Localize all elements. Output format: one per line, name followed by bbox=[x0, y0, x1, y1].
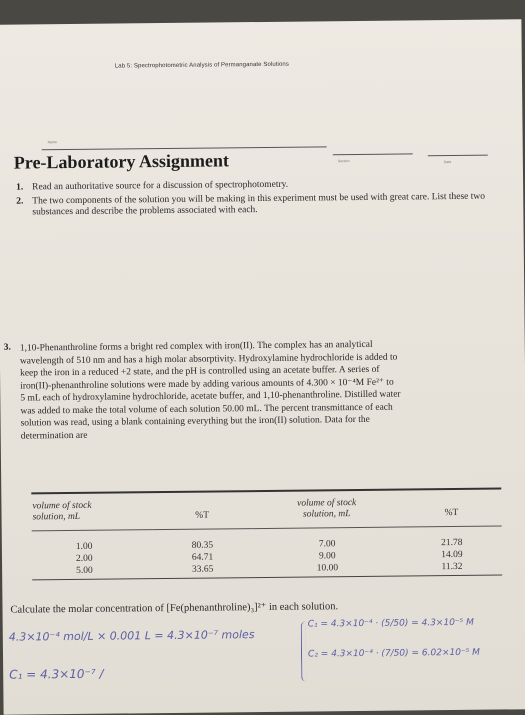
calculation-question: Calculate the molar concentration of [Fe(phenanthroline)₃]²⁺ in each solution. bbox=[10, 601, 339, 616]
question-3-line: 1,10-Phenanthroline forms a bright red complex with iron(II). The complex has an analytical bbox=[19, 339, 373, 354]
col-header: %T bbox=[195, 510, 210, 521]
table-cell: 11.32 bbox=[441, 561, 463, 573]
question-3-line: 5 mL each of hydroxylamine hydrochloride, acetate buffer, and 1,10-phenanthroline. Distilled water bbox=[20, 389, 401, 404]
handwritten-answer: C₁ = 4.3×10⁻⁷ / bbox=[9, 666, 104, 682]
table-cell: 9.00 bbox=[318, 551, 336, 562]
table-cell: 64.71 bbox=[191, 552, 214, 563]
table-cell: 80.35 bbox=[191, 540, 214, 551]
table-cell: 14.09 bbox=[441, 549, 463, 561]
question-3-line: wavelength of 510 nm and has a high molar absorptivity. Hydroxylamine hydrochloride is added to bbox=[19, 352, 398, 367]
table-cell: 21.78 bbox=[441, 537, 463, 549]
lab-title: Lab 5: Spectrophotometric Analysis of Permanganate Solutions bbox=[114, 61, 289, 70]
col-header bbox=[31, 499, 152, 524]
question-2-text: The two components of the solution you will be making in this experiment must be used with great care. List these two substances and describe the problems associated with each. bbox=[32, 191, 486, 218]
date-label: Date bbox=[443, 160, 452, 165]
table-cell: 7.00 bbox=[318, 539, 336, 550]
name-line bbox=[42, 146, 327, 150]
question-3-number: 3. bbox=[3, 342, 11, 353]
table-top-rule bbox=[31, 488, 501, 495]
name-label: Name bbox=[47, 140, 57, 145]
question-3-line: keep the iron in a reduced +2 state, and the pH is controlled using an acetate buffer. A series of bbox=[20, 364, 380, 379]
col-header-line: solution, mL bbox=[32, 511, 81, 523]
col-header: %T bbox=[444, 507, 459, 519]
col-header-line: solution, mL bbox=[302, 509, 351, 520]
handwritten-brace bbox=[301, 622, 307, 682]
table-cell: 2.00 bbox=[75, 553, 93, 564]
data-table bbox=[31, 496, 502, 578]
question-1-text: Read an authoritative source for a discussion of spectrophotometry. bbox=[32, 179, 289, 193]
section-label: Section bbox=[337, 159, 350, 164]
question-3-line: solution was read, using a blank containing everything but the iron(II) solution. Data for the bbox=[20, 414, 370, 429]
question-3-line: determination are bbox=[20, 430, 88, 442]
handwritten-answer: C₁ = 4.3×10⁻⁴ · (5/50) = 4.3×10⁻⁵ M bbox=[307, 617, 474, 630]
question-3-line: iron(II)-phenanthroline solutions were made by adding various amounts of 4.300 × 10⁻⁴M Fe²⁺ to bbox=[20, 377, 394, 392]
date-line bbox=[428, 155, 488, 157]
table-cell: 33.65 bbox=[191, 564, 214, 575]
section-line bbox=[333, 153, 413, 155]
table-cell: 1.00 bbox=[75, 541, 93, 552]
col-header-line: volume of stock bbox=[32, 500, 92, 512]
table-cell: 5.00 bbox=[76, 565, 93, 576]
question-3-text bbox=[20, 337, 525, 442]
col-header-line: volume of stock bbox=[297, 498, 357, 509]
table-cell: 10.00 bbox=[316, 563, 339, 574]
question-3-line: was added to make the total volume of each solution 50.00 mL. The percent transmittance of each bbox=[20, 402, 393, 417]
worksheet-page bbox=[0, 19, 525, 714]
question-2-number: 2. bbox=[16, 196, 24, 207]
handwritten-answer: 4.3×10⁻⁴ mol/L × 0.001 L = 4.3×10⁻⁷ moles bbox=[8, 628, 255, 644]
question-1-number: 1. bbox=[16, 182, 24, 193]
page-title: Pre-Laboratory Assignment bbox=[13, 150, 230, 173]
handwritten-answer: C₂ = 4.3×10⁻⁴ · (7/50) = 6.02×10⁻⁵ M bbox=[307, 647, 480, 660]
col-header bbox=[252, 497, 401, 523]
